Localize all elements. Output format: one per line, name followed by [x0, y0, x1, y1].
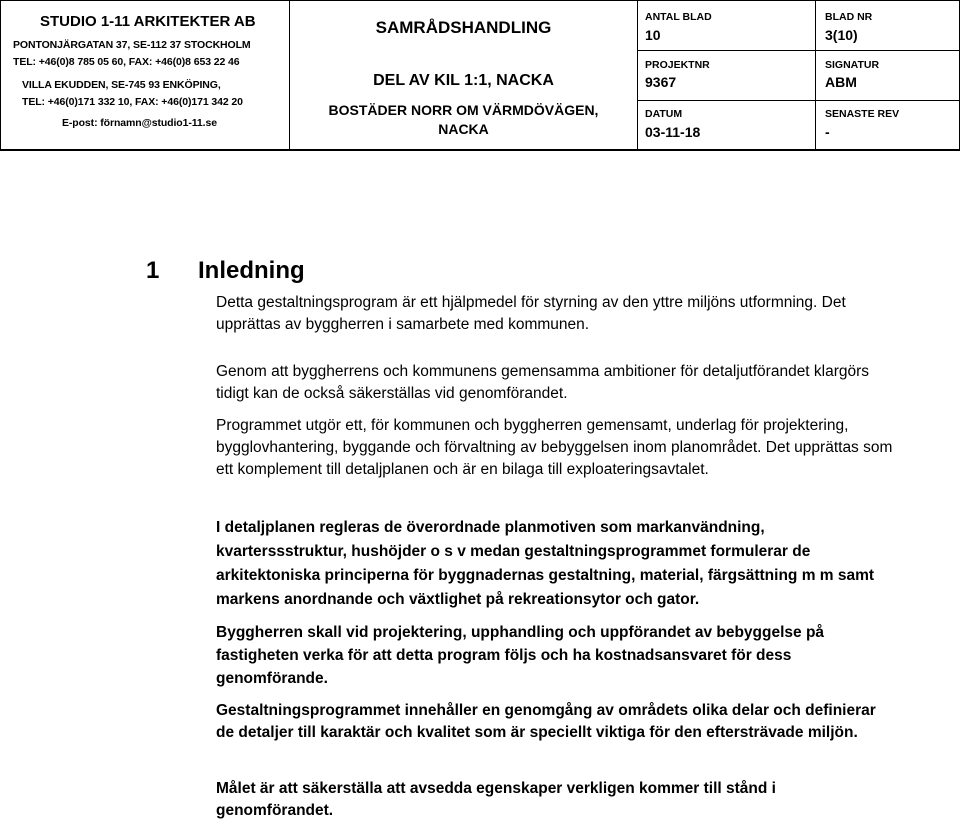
- divider: [637, 0, 638, 150]
- projektnr-value: 9367: [645, 74, 677, 90]
- signatur-label: SIGNATUR: [825, 59, 880, 71]
- senaste-rev-label: SENASTE REV: [825, 108, 900, 120]
- paragraph: Genom att byggherrens och kommunens gemensamma ambitioner för detaljutförandet klargörs tidigt kan de också säkerställas vid genomförandet.: [216, 363, 870, 402]
- divider: [0, 0, 960, 1]
- document-type: SAMRÅDSHANDLING: [375, 18, 552, 37]
- company-address: PONTONJÄRGATAN 37, SE-112 37 STOCKHOLM: [13, 39, 251, 51]
- paragraph: I detaljplanen regleras de överordnade planmotiven som markanvändning, kvarterssstruktur, hushöjder o s v medan gestaltningsprogrammet formulerar de arkitektoniska principerna för byggnadernas gestaltning, material, färgsättning m m samt markens anordnande och växtlighet på rekreationsytor och gator.: [216, 519, 875, 608]
- section-number: 1: [146, 257, 160, 284]
- company-address-enkoping: VILLA EKUDDEN, SE-745 93 ENKÖPING,: [22, 79, 221, 91]
- projektnr-label: PROJEKTNR: [645, 59, 710, 71]
- divider: [637, 50, 959, 51]
- section-heading: [146, 257, 305, 285]
- paragraph: Byggherren skall vid projektering, upphandling och uppförandet av bebyggelse på fastigheten verka för att detta program följs och ha kostnadsansvaret för dess genomförande.: [216, 624, 825, 687]
- company-email: E-post: förnamn@studio1-11.se: [62, 117, 217, 129]
- antal-blad-label: ANTAL BLAD: [645, 11, 712, 23]
- section-title: Inledning: [198, 257, 305, 284]
- antal-blad-value: 10: [645, 27, 661, 43]
- document-subtitle: BOSTÄDER NORR OM VÄRMDÖVÄGEN,: [328, 102, 599, 118]
- signatur-value: ABM: [825, 74, 857, 90]
- datum-label: DATUM: [645, 108, 683, 120]
- company-phone-enkoping: TEL: +46(0)171 332 10, FAX: +46(0)171 342 20: [22, 96, 243, 108]
- divider: [0, 0, 1, 150]
- company-phone-stockholm: TEL: +46(0)8 785 05 60, FAX: +46(0)8 653 22 46: [13, 56, 240, 68]
- title-block: [0, 0, 960, 151]
- paragraph: Detta gestaltningsprogram är ett hjälpmedel för styrning av den yttre miljöns utformning. Det upprättas av byggherren i samarbete med kommunen.: [216, 294, 846, 333]
- paragraph: Målet är att säkerställa att avsedda egenskaper verkligen kommer till stånd i genomförandet.: [216, 780, 776, 819]
- datum-value: 03-11-18: [645, 124, 701, 140]
- paragraph: Programmet utgör ett, för kommunen och byggherren gemensamt, underlag för projektering, bygglovhantering, byggande och förvaltning av bebyggelsen inom planområdet. Det upprättas som ett komplement till detaljplanen och är en bilaga till exploateringsavtalet.: [216, 417, 893, 478]
- document-title: DEL AV KIL 1:1, NACKA: [373, 72, 554, 89]
- paragraph: Gestaltningsprogrammet innehåller en genomgång av områdets olika delar och definierar de detaljer till karaktär och kvalitet som är speciellt viktiga för den eftersträvade miljön.: [216, 702, 876, 741]
- blad-nr-value: 3(10): [825, 27, 858, 43]
- divider: [637, 100, 959, 101]
- blad-nr-label: BLAD NR: [825, 11, 873, 23]
- document-subtitle-2: NACKA: [438, 121, 489, 137]
- company-name: STUDIO 1-11 ARKITEKTER AB: [40, 13, 256, 30]
- divider: [815, 0, 816, 150]
- senaste-rev-value: -: [825, 124, 830, 140]
